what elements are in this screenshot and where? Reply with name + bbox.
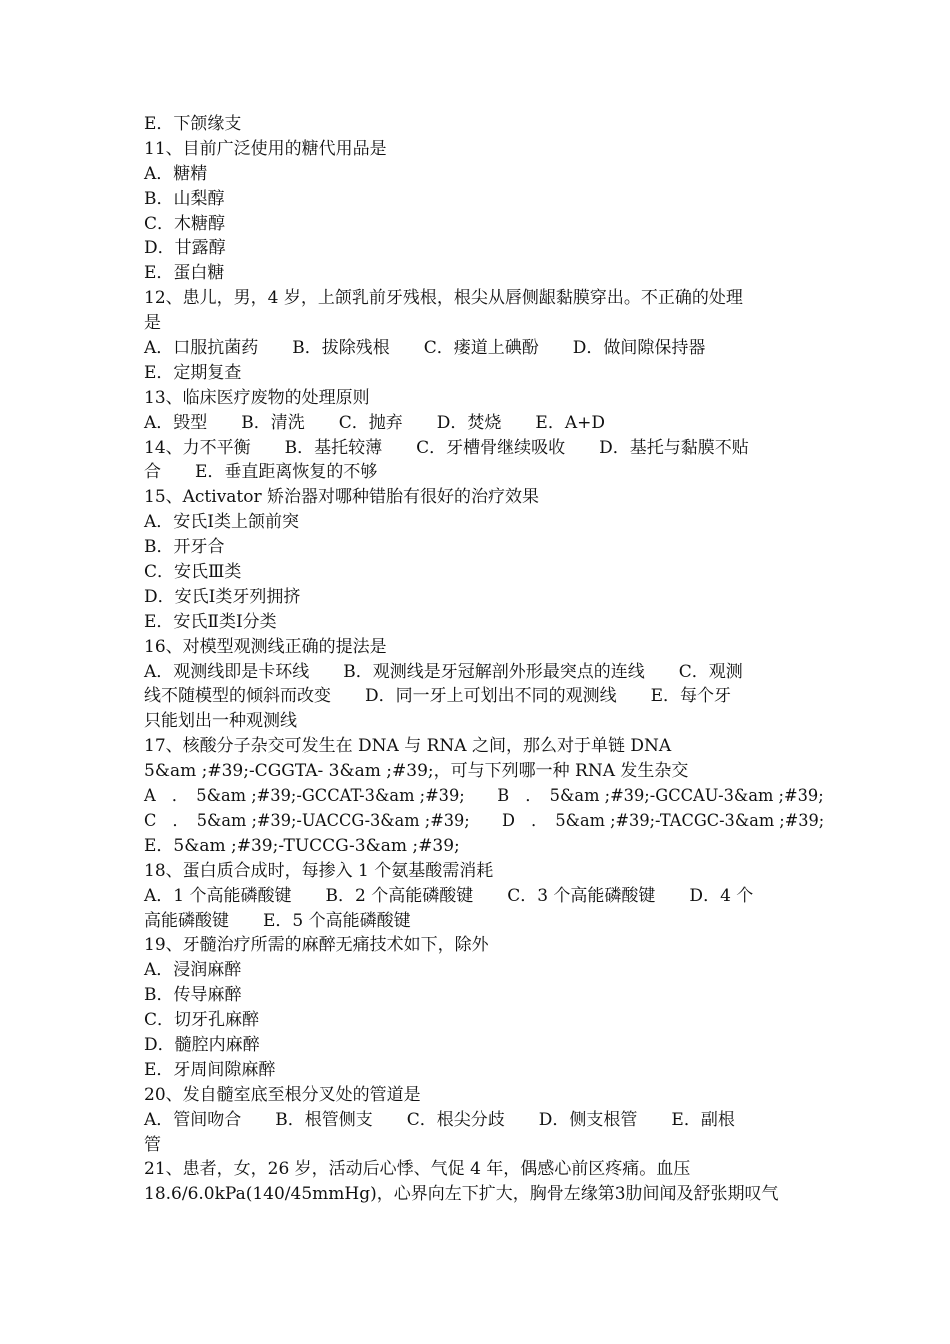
document-page	[144, 112, 824, 1207]
option-line: D．甘露醇	[144, 238, 226, 259]
option-line: E．5&am ;#39;-TUCCG-3&am ;#39;	[144, 835, 460, 856]
option-line: A．浸润麻醉	[144, 960, 242, 981]
option-line: A．管间吻合 B．根管侧支 C．根尖分歧 D．侧支根管 E．副根	[144, 1109, 735, 1130]
text-line: 是	[144, 313, 161, 334]
option-line: A．毁型 B．清洗 C．抛弃 D．焚烧 E．A+D	[144, 412, 605, 433]
question-16: 16、对模型观测线正确的提法是	[144, 636, 387, 657]
option-line: B．山梨醇	[144, 188, 225, 209]
question-11: 11、目前广泛使用的糖代用品是	[144, 138, 387, 159]
option-line: E．牙周间隙麻醉	[144, 1059, 276, 1080]
option-line: B．传导麻醉	[144, 985, 242, 1006]
option-line: 高能磷酸键 E．5 个高能磷酸键	[144, 910, 411, 931]
option-line: 只能划出一种观测线	[144, 711, 297, 732]
option-line: C ． 5&am ;#39;-UACCG-3&am ;#39; D ． 5&am ;#39;-TACGC-3&am ;#39;	[144, 810, 825, 831]
question-15: 15、Activator 矫治器对哪种错胎有很好的治疗效果	[144, 487, 540, 508]
question-18: 18、蛋白质合成时，每掺入 1 个氨基酸需消耗	[144, 860, 494, 881]
question-13: 13、临床医疗废物的处理原则	[144, 387, 370, 408]
option-line: C．安氏Ⅲ类	[144, 562, 242, 583]
text-line: 管	[144, 1134, 161, 1155]
option-line: B．开牙合	[144, 537, 225, 558]
option-line: E．定期复查	[144, 362, 242, 383]
question-19: 19、牙髓治疗所需的麻醉无痛技术如下，除外	[144, 935, 489, 956]
option-line: A．糖精	[144, 163, 208, 184]
option-line: A ． 5&am ;#39;-GCCAT-3&am ;#39; B ． 5&am ;#39;-GCCAU-3&am ;#39;	[144, 786, 824, 807]
question-14: 14、力不平衡 B．基托较薄 C．牙槽骨继续吸收 D．基托与黏膜不贴	[144, 437, 749, 458]
option-line: E．安氏Ⅱ类Ⅰ分类	[144, 611, 277, 632]
question-21: 21、患者，女，26 岁，活动后心悸、气促 4 年，偶感心前区疼痛。血压	[144, 1159, 691, 1180]
text-line: E．下颌缘支	[144, 114, 242, 134]
option-line: 线不随模型的倾斜而改变 D．同一牙上可划出不同的观测线 E．每个牙	[144, 686, 732, 707]
option-line: C．木糖醇	[144, 213, 226, 234]
text-line: 18.6/6.0kPa(140/45mmHg)，心界向左下扩大，胸骨左缘第3肋间闻及舒张期叹气	[144, 1184, 779, 1205]
text-line: 合 E．垂直距离恢复的不够	[144, 462, 378, 483]
question-17: 17、核酸分子杂交可发生在 DNA 与 RNA 之间，那么对于单链 DNA	[144, 736, 672, 757]
question-12: 12、患儿，男，4 岁，上颌乳前牙残根，根尖从唇侧龈黏膜穿出。不正确的处理	[144, 288, 743, 309]
option-line: A．1 个高能磷酸键 B．2 个高能磷酸键 C．3 个高能磷酸键 D．4 个	[144, 885, 754, 906]
text-line: 5&am ;#39;-CGGTA- 3&am ;#39;，可与下列哪一种 RNA 发生杂交	[144, 761, 689, 782]
option-line: C．切牙孔麻醉	[144, 1010, 260, 1031]
option-line: A．观测线即是卡环线 B．观测线是牙冠解剖外形最突点的连线 C．观测	[144, 661, 743, 682]
option-line: E．蛋白糖	[144, 263, 225, 284]
question-20: 20、发自髓室底至根分叉处的管道是	[144, 1084, 421, 1105]
option-line: A．安氏Ⅰ类上颌前突	[144, 512, 299, 533]
option-line: D．安氏Ⅰ类牙列拥挤	[144, 586, 301, 607]
option-line: D．髓腔内麻醉	[144, 1034, 260, 1055]
option-line: A．口服抗菌药 B．拔除残根 C．瘘道上碘酚 D．做间隙保持器	[144, 338, 706, 359]
